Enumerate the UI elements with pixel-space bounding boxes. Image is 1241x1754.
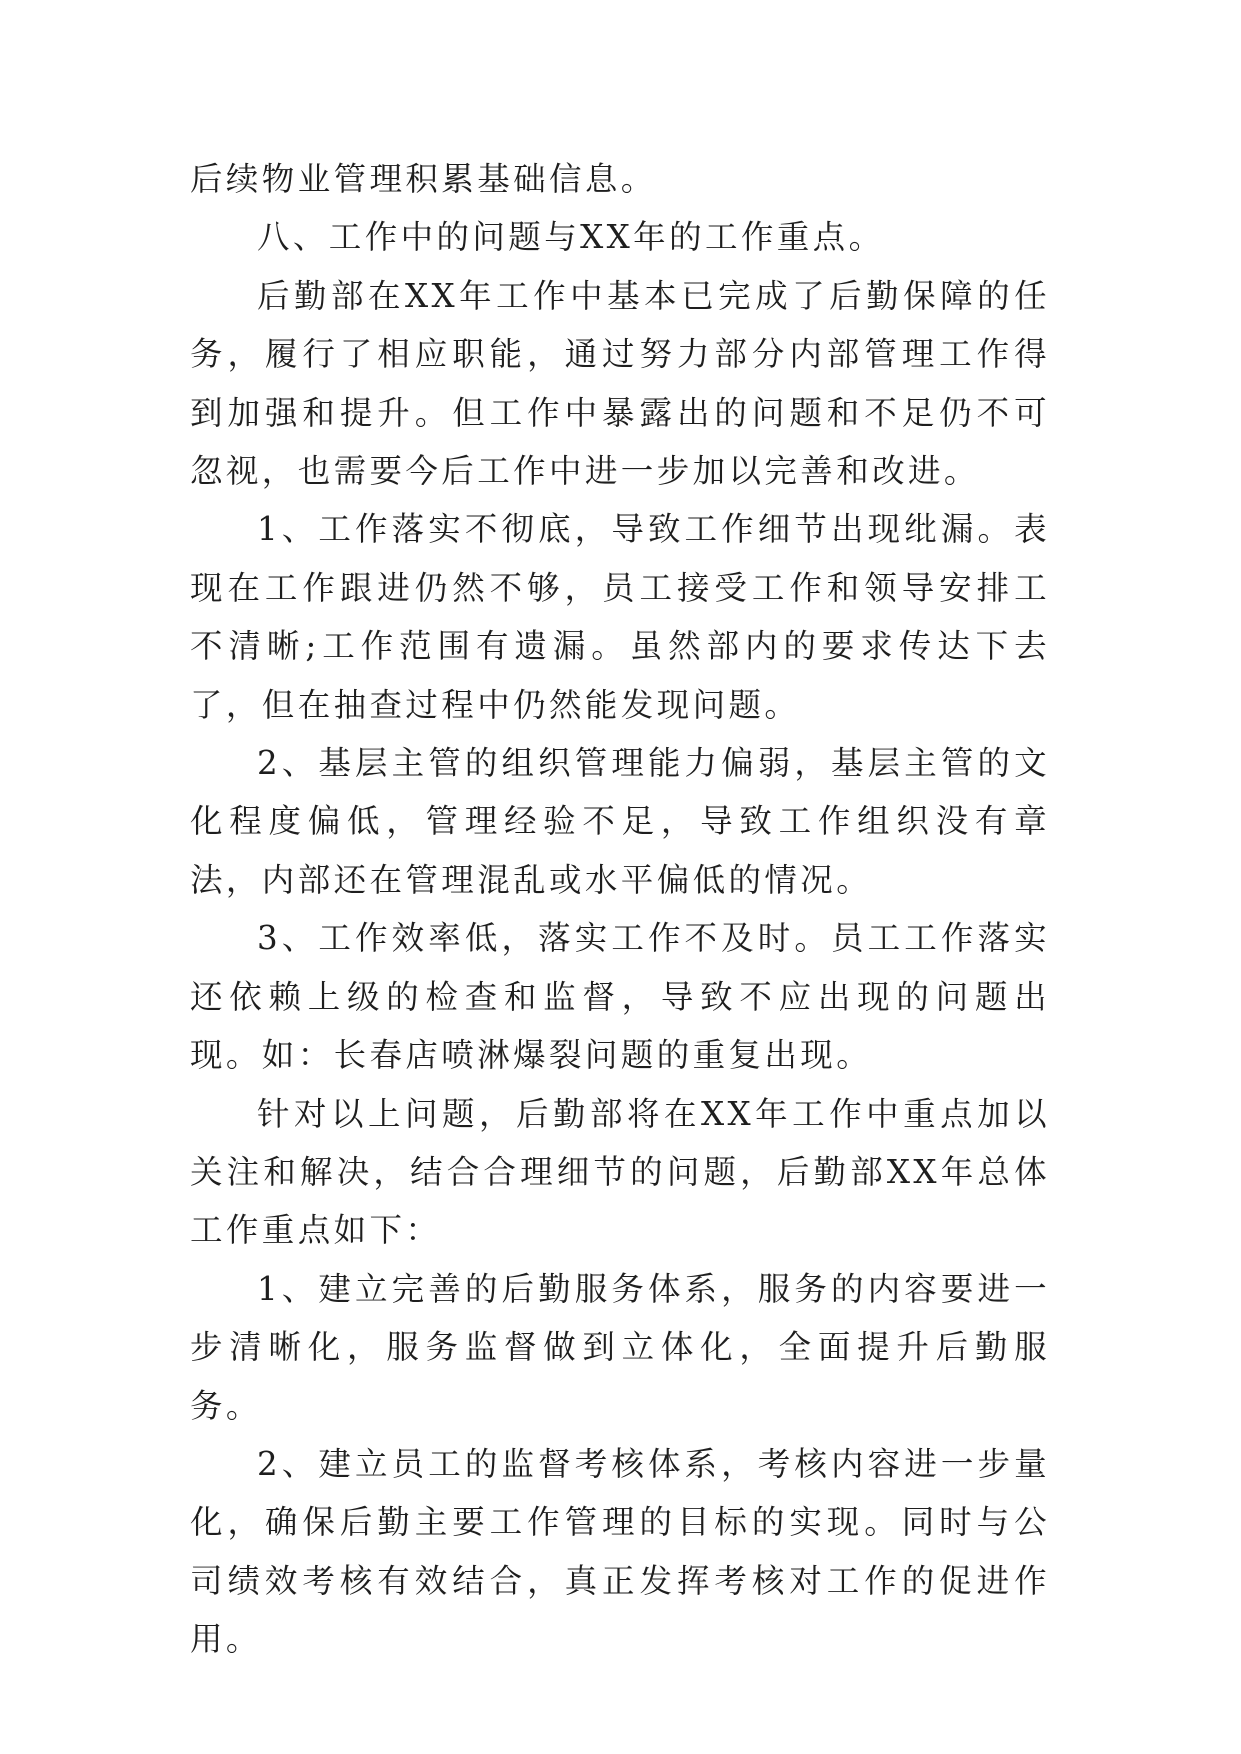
plan-item-2: 2、建立员工的监督考核体系，考核内容进一步量化，确保后勤主要工作管理的目标的实现。同时与公司绩效考核有效结合，真正发挥考核对工作的促进作用。 bbox=[190, 1444, 1050, 1659]
problem-item-1: 1、工作落实不彻底，导致工作细节出现纰漏。表现在工作跟进仍然不够，员工接受工作和领导安排工不清晰;工作范围有遗漏。虽然部内的要求传达下去了，但在抽查过程中仍然能发现问题。 bbox=[190, 510, 1050, 724]
problem-item-3: 3、工作效率低，落实工作不及时。员工工作落实还依赖上级的检查和监督，导致不应出现的问题出现。如：长春店喷淋爆裂问题的重复出现。 bbox=[190, 919, 1050, 1075]
problem-item-2: 2、基层主管的组织管理能力偏弱，基层主管的文化程度偏低，管理经验不足，导致工作组织没有章法，内部还在管理混乱或水平偏低的情况。 bbox=[190, 744, 1050, 899]
plan-intro: 针对以上问题，后勤部将在XX年工作中重点加以关注和解决，结合合理细节的问题，后勤部XX年总体工作重点如下： bbox=[190, 1094, 1050, 1250]
document-body bbox=[190, 150, 1050, 1669]
paragraph-continuation: 后续物业管理积累基础信息。 bbox=[190, 160, 657, 198]
section-heading: 八、工作中的问题与XX年的工作重点。 bbox=[257, 218, 885, 257]
paragraph-summary: 后勤部在XX年工作中基本已完成了后勤保障的任务，履行了相应职能，通过努力部分内部管理工作得到加强和提升。但工作中暴露出的问题和不足仍不可忽视，也需要今后工作中进一步加以完善和改进。 bbox=[190, 276, 1050, 491]
plan-item-1: 1、建立完善的后勤服务体系，服务的内容要进一步清晰化，服务监督做到立体化，全面提升后勤服务。 bbox=[190, 1269, 1050, 1425]
